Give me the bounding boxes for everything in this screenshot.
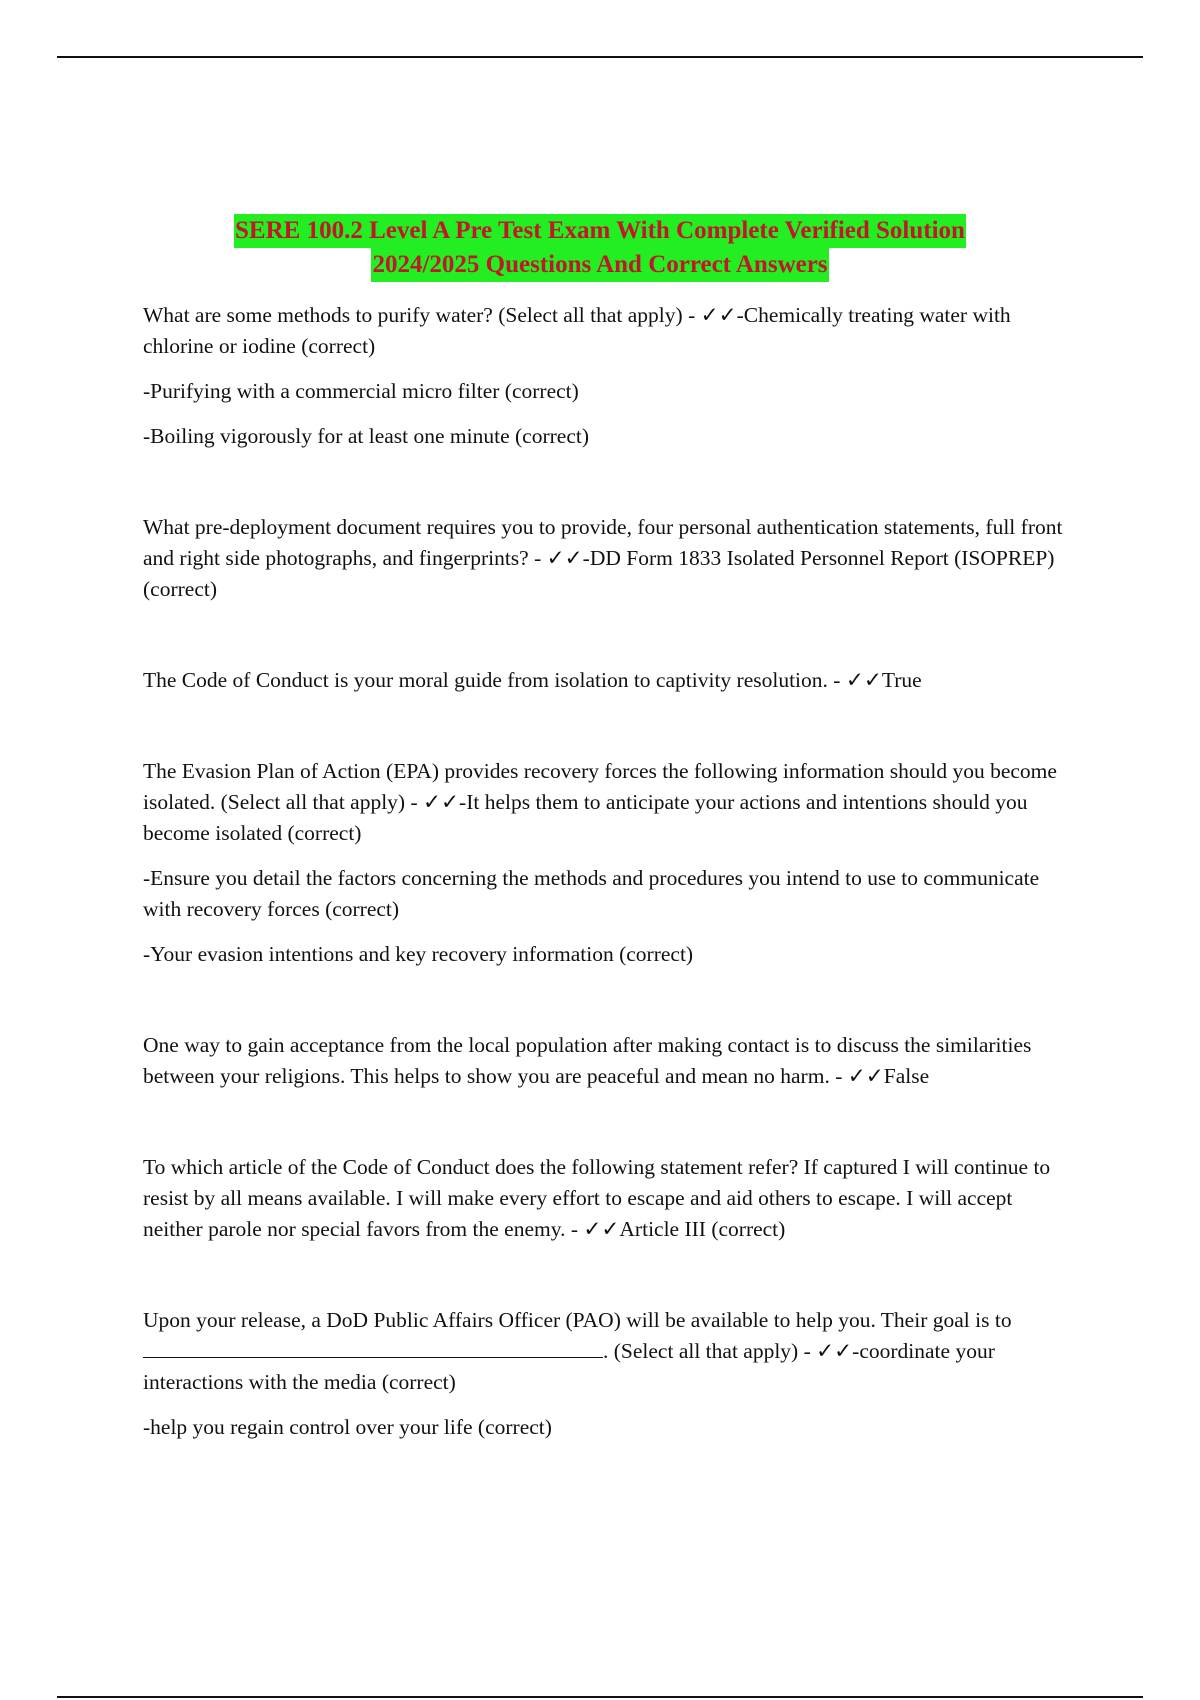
question-paragraph — [143, 1030, 1073, 1092]
title-line-1: SERE 100.2 Level A Pre Test Exam With Complete Verified Solution — [234, 214, 966, 248]
question-paragraph — [143, 1152, 1073, 1245]
checkmark-icon: ✓✓ — [816, 1339, 853, 1363]
document-title — [0, 214, 1200, 282]
question-paragraph — [143, 756, 1073, 849]
checkmark-icon: ✓✓ — [423, 790, 460, 814]
question-text: What are some methods to purify water? (Select all that apply) - — [143, 303, 701, 327]
qa-list — [143, 300, 1073, 1503]
question-paragraph — [143, 665, 1073, 696]
question-paragraph — [143, 300, 1073, 362]
answer-text: False — [883, 1064, 930, 1088]
qa-item — [143, 756, 1073, 970]
qa-item — [143, 1030, 1073, 1092]
question-paragraph — [143, 1305, 1073, 1398]
question-text: To which article of the Code of Conduct does the following statement refer? If captured I will continue to resist by all means available. I will make every effort to escape and aid others to escape. I will accept neither parole nor special favors from the enemy. - — [143, 1155, 1051, 1241]
qa-item — [143, 665, 1073, 696]
qa-item — [143, 1152, 1073, 1245]
fill-in-blank — [143, 1356, 603, 1358]
question-text: Upon your release, a DoD Public Affairs Officer (PAO) will be available to help you. Their goal is to — [143, 1308, 1012, 1332]
footer-rule — [57, 1696, 1143, 1698]
question-text: The Code of Conduct is your moral guide from isolation to captivity resolution. - — [143, 668, 846, 692]
answer-option: -help you regain control over your life (correct) — [143, 1415, 552, 1439]
question-text: The Evasion Plan of Action (EPA) provides recovery forces the following information should you become isolated. (Select all that apply) - — [143, 759, 1057, 814]
answer-text: -It helps them to anticipate your actions and intentions should you become isolated (correct) — [143, 790, 1028, 845]
checkmark-icon: ✓✓ — [847, 1064, 884, 1088]
answer-text: -DD Form 1833 Isolated Personnel Report (ISOPREP) (correct) — [143, 546, 1055, 601]
checkmark-icon: ✓✓ — [546, 546, 583, 570]
qa-item — [143, 300, 1073, 452]
answer-option: -Purifying with a commercial micro filter (correct) — [143, 379, 579, 403]
answer-text: True — [881, 668, 922, 692]
qa-item — [143, 512, 1073, 605]
checkmark-icon: ✓✓ — [845, 668, 882, 692]
answer-option: -Your evasion intentions and key recovery information (correct) — [143, 942, 694, 966]
question-text-continued: . (Select all that apply) - — [603, 1339, 817, 1363]
qa-item — [143, 1305, 1073, 1443]
checkmark-icon: ✓✓ — [700, 303, 737, 327]
answer-text: -coordinate your interactions with the media (correct) — [143, 1339, 995, 1394]
answer-text: Article III (correct) — [619, 1217, 786, 1241]
question-text: What pre-deployment document requires you to provide, four personal authentication statements, full front and right side photographs, and fingerprints? - — [143, 515, 1063, 570]
header-rule — [57, 56, 1143, 58]
answer-option: -Ensure you detail the factors concerning the methods and procedures you intend to use to communicate with recovery forces (correct) — [143, 866, 1040, 921]
title-line-2: 2024/2025 Questions And Correct Answers — [371, 248, 828, 282]
question-paragraph — [143, 512, 1073, 605]
answer-option: -Boiling vigorously for at least one minute (correct) — [143, 424, 589, 448]
answer-text: -Chemically treating water with chlorine or iodine (correct) — [143, 303, 1011, 358]
question-text: One way to gain acceptance from the local population after making contact is to discuss the similarities between your religions. This helps to show you are peaceful and mean no harm. - — [143, 1033, 1032, 1088]
checkmark-icon: ✓✓ — [583, 1217, 620, 1241]
